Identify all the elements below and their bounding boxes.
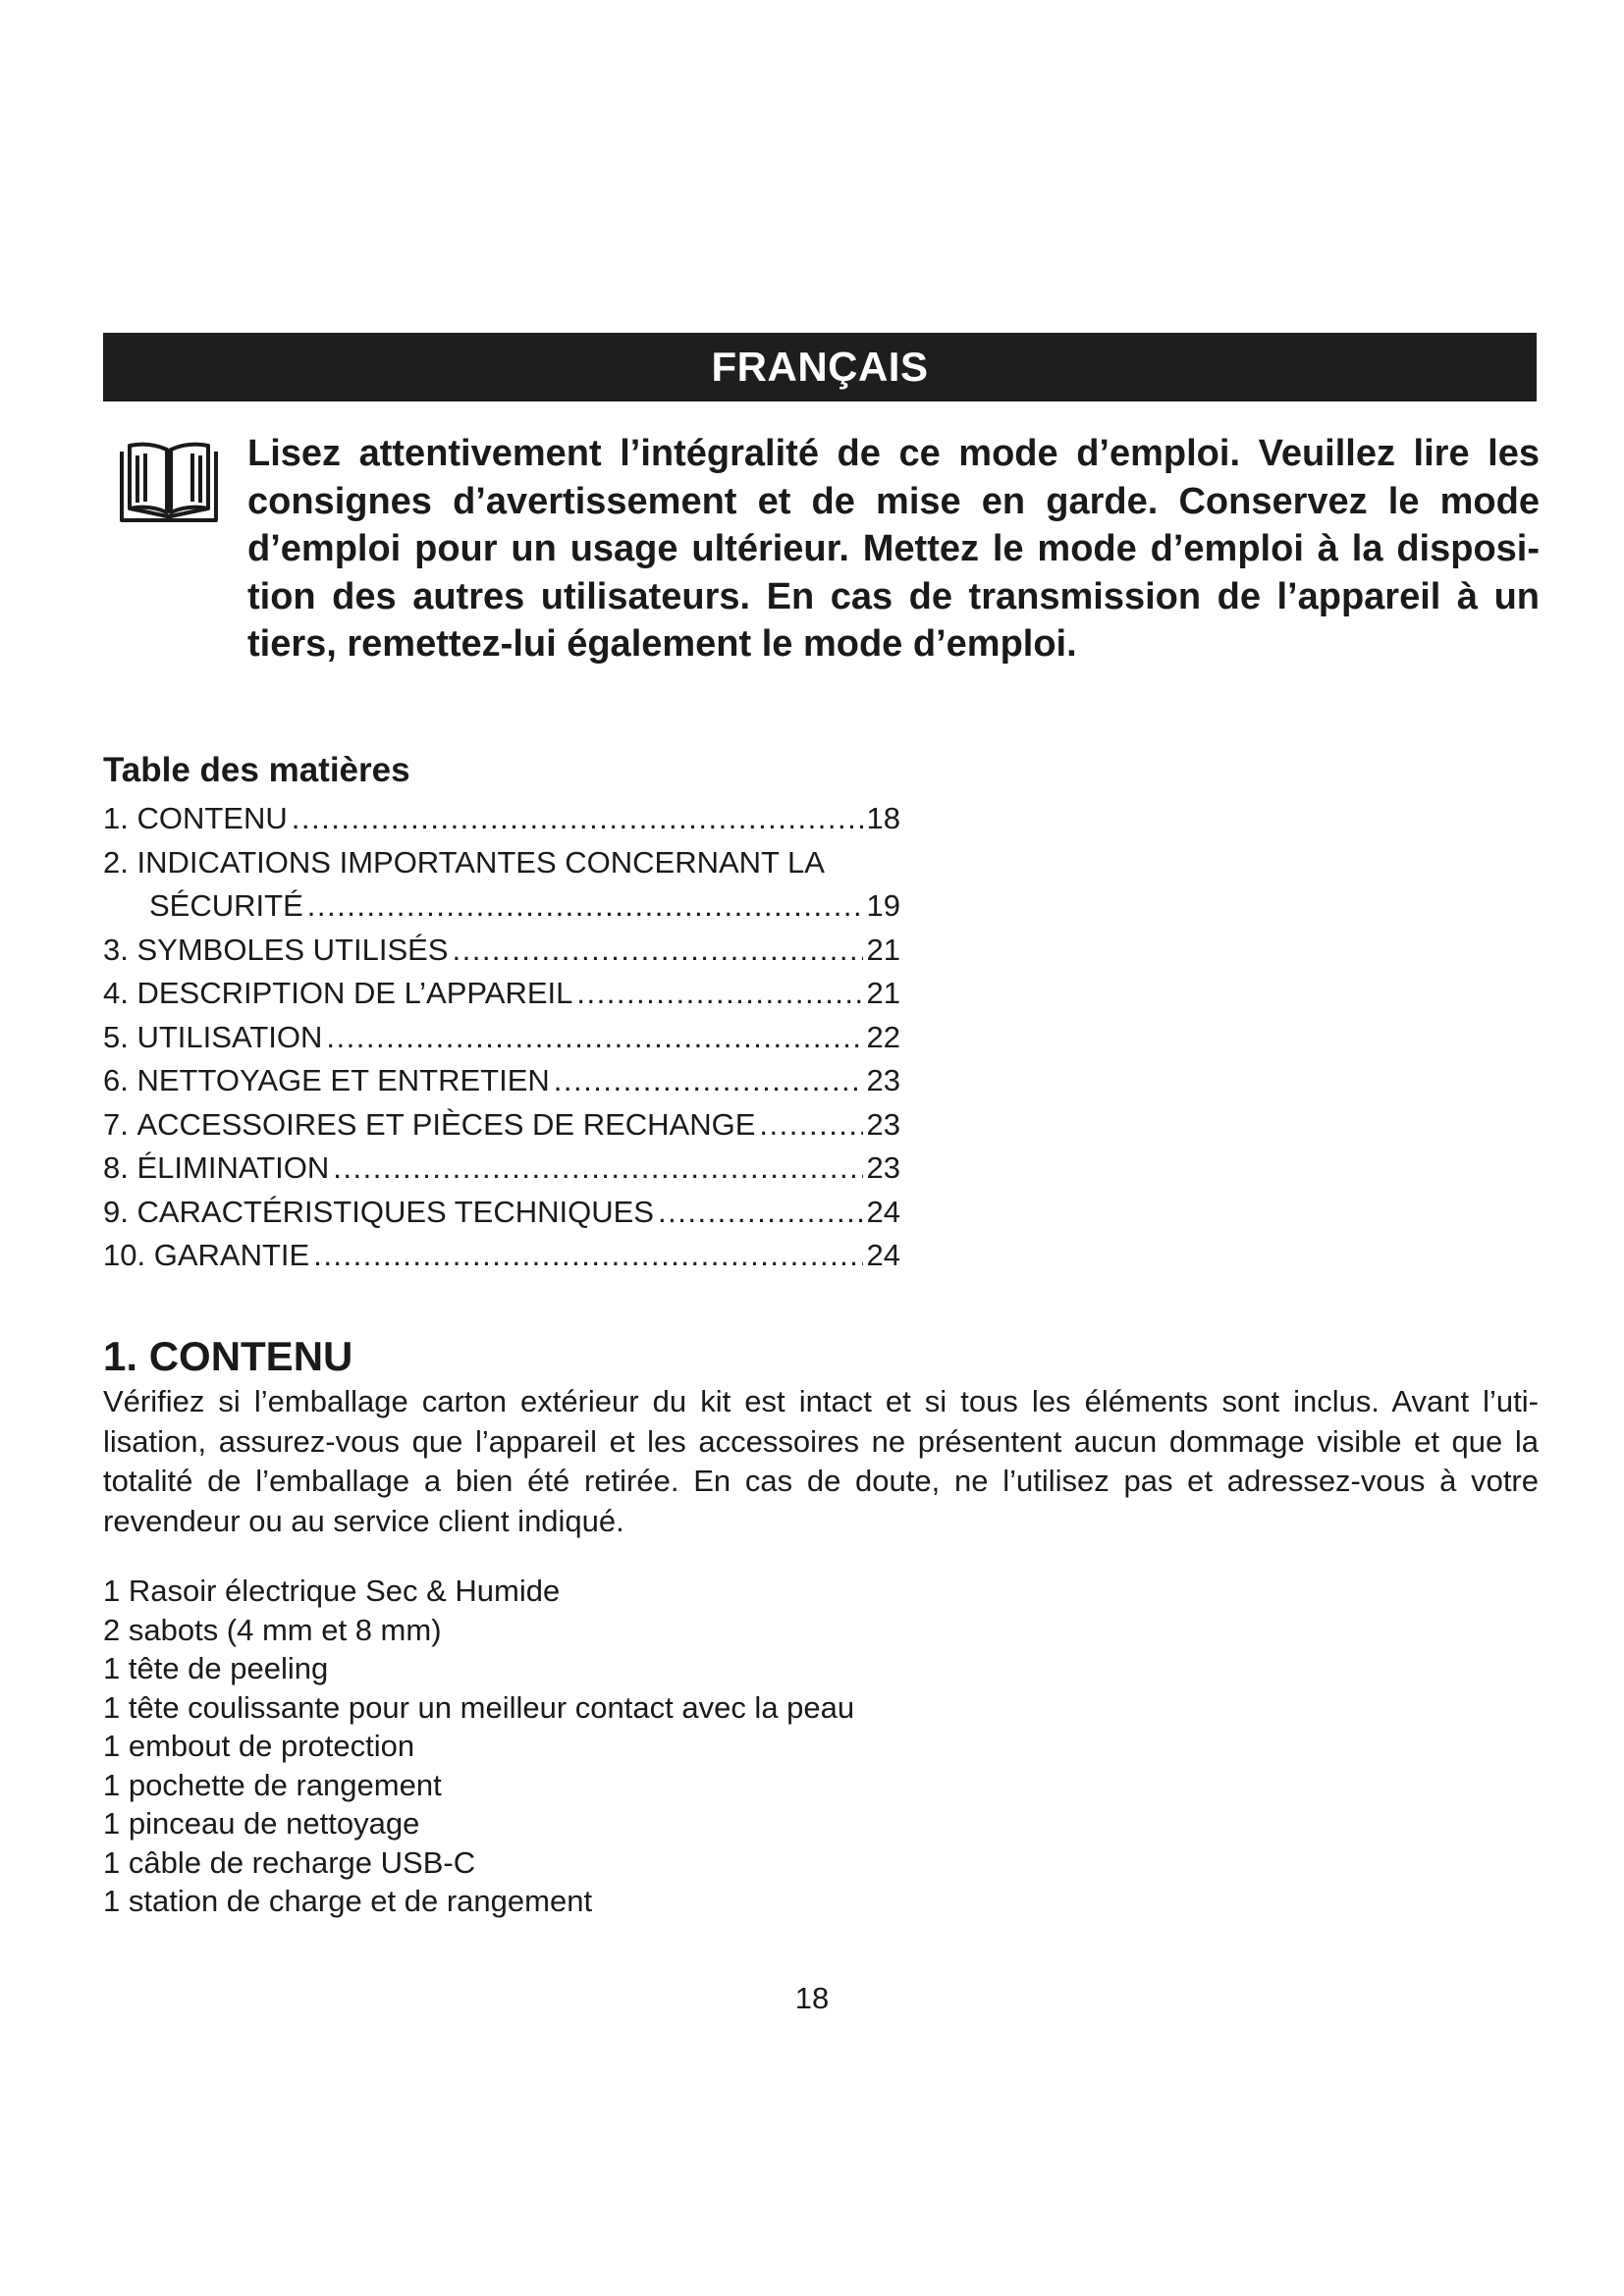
toc-item-label: DESCRIPTION DE L’APPAREIL — [136, 976, 573, 1010]
toc-item-page: 24 — [866, 1194, 900, 1229]
toc-leader-dots — [554, 1059, 863, 1103]
toc-item-securite[interactable] — [103, 841, 900, 929]
list-item: 1 pochette de rangement — [103, 1767, 442, 1802]
section-body-text: Vérifiez si l’emballage carton extérieur du kit est intact et si tous les éléments sont inclus. Avant l’uti-lisation, assurez-vous que l’appareil et les accessoires ne présentent aucun dommage visible et que la totalité de l’emballage a bien été retirée. En cas de doute, ne l’utilisez pas et adressez-vous à votre revendeur ou au service client indiqué. — [103, 1384, 1539, 1538]
toc-item-label: UTILISATION — [136, 1019, 323, 1054]
toc-item-label: CONTENU — [136, 801, 288, 835]
toc-item-label: SYMBOLES UTILISÉS — [136, 932, 449, 967]
toc-leader-dots — [307, 884, 863, 929]
toc-item-contenu[interactable] — [103, 797, 900, 841]
list-item: 2 sabots (4 mm et 8 mm) — [103, 1612, 442, 1647]
book-icon — [118, 442, 220, 526]
list-item: 1 station de charge et de rangement — [103, 1884, 593, 1918]
intro-warning-text: Lisez attentivement l’intégralité de ce mode d’emploi. Veuillez lire les consignes d’avertissement et de mise en garde. Conservez le mode d’emploi pour un usage ultérieur. Mettez le mode d’emploi à la disposi-tion des autres utilisateurs. En cas de transmission de l’appareil à un tiers, remettez-lui également le mode d’emploi. — [247, 433, 1540, 665]
toc-item-number: 8. — [103, 1150, 129, 1185]
toc-leader-dots — [333, 1147, 862, 1191]
table-of-contents — [103, 797, 900, 1278]
toc-item-page: 23 — [866, 1063, 900, 1097]
toc-item-label: CARACTÉRISTIQUES TECHNIQUES — [136, 1194, 654, 1229]
toc-leader-dots — [313, 1234, 862, 1278]
toc-item-label: NETTOYAGE ET ENTRETIEN — [136, 1063, 550, 1097]
toc-item-page: 18 — [866, 801, 900, 835]
package-contents-list — [103, 1572, 854, 1921]
toc-item-number: 4. — [103, 976, 129, 1010]
page-number: 18 — [794, 1981, 830, 2015]
toc-item-page: 22 — [866, 1019, 900, 1054]
toc-item-number: 6. — [103, 1063, 129, 1097]
toc-item-number: 5. — [103, 1019, 129, 1054]
toc-item-nettoyage[interactable] — [103, 1059, 900, 1103]
toc-item-number: 10. — [103, 1238, 146, 1272]
language-banner: FRANÇAIS — [103, 333, 1537, 401]
toc-item-page: 23 — [866, 1106, 900, 1142]
toc-item-page: 21 — [866, 976, 900, 1010]
toc-item-page: 23 — [866, 1150, 900, 1185]
toc-item-garantie[interactable] — [103, 1234, 900, 1278]
toc-item-page: 19 — [866, 888, 900, 923]
toc-item-description[interactable] — [103, 972, 900, 1016]
toc-item-label: GARANTIE — [153, 1238, 310, 1272]
toc-item-number: 2. — [103, 844, 129, 880]
toc-item-label: ACCESSOIRES ET PIÈCES DE RECHANGE — [136, 1106, 756, 1142]
toc-item-label: ÉLIMINATION — [136, 1150, 330, 1185]
toc-item-utilisation[interactable] — [103, 1016, 900, 1060]
list-item: 1 câble de recharge USB-C — [103, 1844, 476, 1880]
list-item: 1 tête de peeling — [103, 1651, 329, 1685]
toc-leader-dots — [576, 972, 862, 1016]
section-heading-contenu: 1. CONTENU — [103, 1333, 353, 1379]
list-item: 1 tête coulissante pour un meilleur contact avec la peau — [103, 1689, 855, 1725]
toc-title: Table des matières — [103, 751, 410, 789]
toc-item-number: 7. — [103, 1106, 129, 1142]
toc-item-label: INDICATIONS IMPORTANTES CONCERNANT LA — [136, 844, 825, 880]
toc-item-elimination[interactable] — [103, 1147, 900, 1191]
toc-leader-dots — [292, 797, 863, 841]
toc-item-caracteristiques[interactable] — [103, 1191, 900, 1235]
toc-item-number: 9. — [103, 1194, 129, 1229]
list-item: 1 pinceau de nettoyage — [103, 1806, 420, 1841]
toc-item-page: 21 — [866, 932, 900, 967]
toc-item-label-continued: SÉCURITÉ — [149, 888, 303, 923]
toc-item-symboles[interactable] — [103, 929, 900, 973]
list-item: 1 Rasoir électrique Sec & Humide — [103, 1574, 561, 1608]
toc-item-accessoires[interactable] — [103, 1103, 900, 1148]
toc-leader-dots — [326, 1016, 862, 1060]
toc-leader-dots — [759, 1103, 862, 1148]
toc-item-number: 1. — [103, 801, 129, 835]
toc-item-page: 24 — [866, 1238, 900, 1272]
toc-leader-dots — [658, 1191, 863, 1235]
list-item: 1 embout de protection — [103, 1729, 415, 1763]
toc-item-number: 3. — [103, 932, 129, 967]
toc-leader-dots — [452, 929, 862, 973]
